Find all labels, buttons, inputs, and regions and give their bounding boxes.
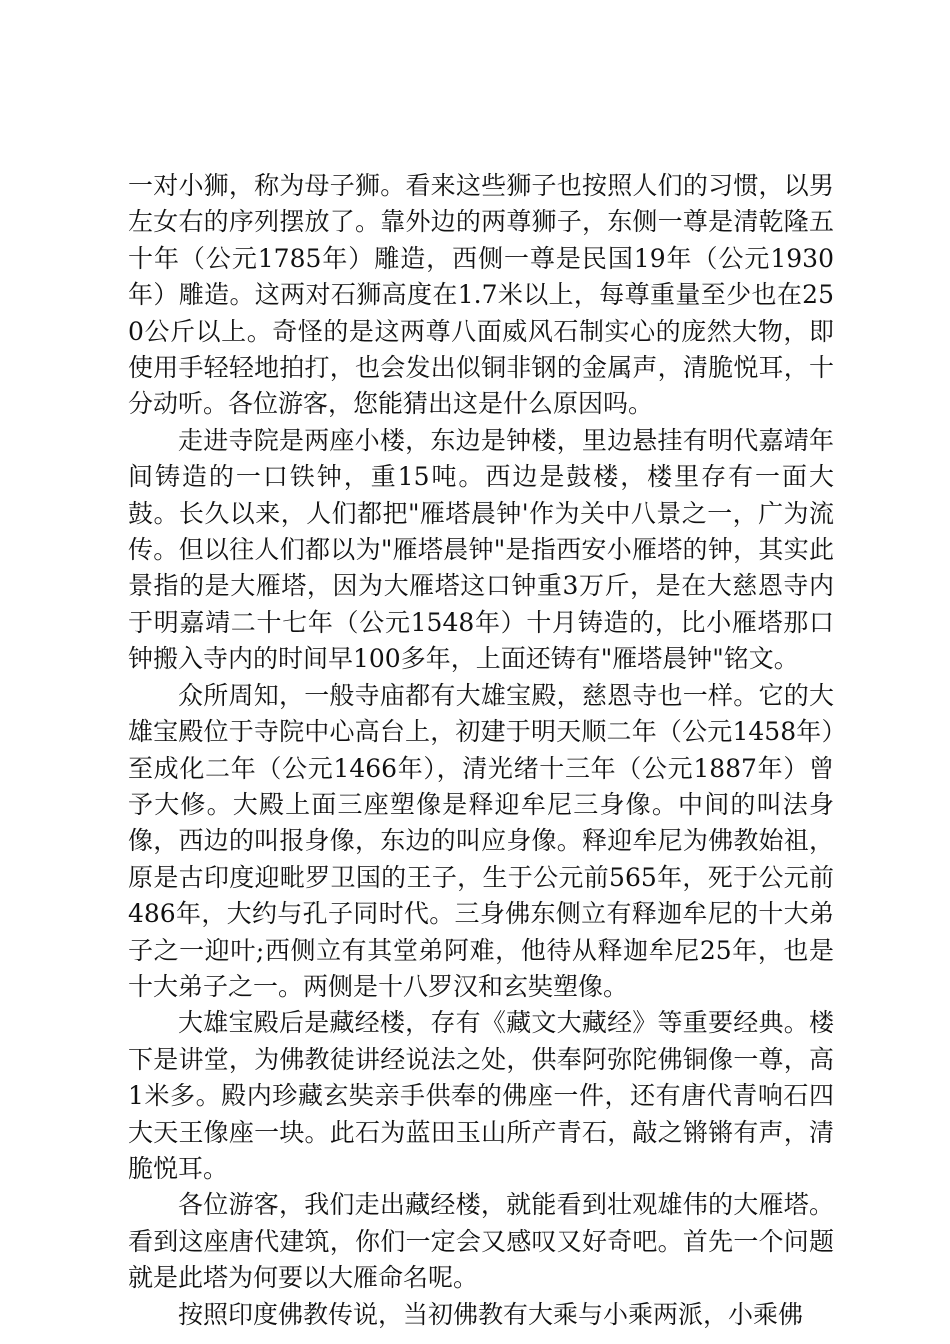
document-body — [128, 168, 834, 1333]
paragraph-main-hall: 众所周知，一般寺庙都有大雄宝殿，慈恩寺也一样。它的大雄宝殿位于寺院中心高台上，初建于明天顺二年（公元1458年）至成化二年（公元1466年），清光绪十三年（公元1887年）曾予大修。大殿上面三座塑像是释迎牟尼三身像。中间的叫法身像，西边的叫报身像，东边的叫应身像。释迎牟尼为佛教始祖，原是古印度迎毗罗卫国的王子，生于公元前565年，死于公元前486年，大约与孔子同时代。三身佛东侧立有释迦牟尼的十大弟子之一迎叶;西侧立有其堂弟阿难，他待从释迦牟尼25年，也是十大弟子之一。两侧是十八罗汉和玄奘塑像。 — [128, 680, 834, 1001]
paragraph-bell-drum-towers: 走进寺院是两座小楼，东边是钟楼，里边悬挂有明代嘉靖年间铸造的一口铁钟，重15吨。西边是鼓楼，楼里存有一面大鼓。长久以来，人们都把"雁塔晨钟'作为关中八景之一，广为流传。但以往人们都以为"雁塔晨钟"是指西安小雁塔的钟，其实此景指的是大雁塔，因为大雁塔这口钟重3万斤，是在大慈恩寺内于明嘉靖二十七年（公元1548年）十月铸造的，比小雁塔那口钟搬入寺内的时间早100多年，上面还铸有"雁塔晨钟"铭文。 — [128, 425, 834, 674]
paragraph-great-goose-pagoda: 各位游客，我们走出藏经楼，就能看到壮观雄伟的大雁塔。看到这座唐代建筑，你们一定会又感叹又好奇吧。首先一个问题就是此塔为何要以大雁命名呢。 — [128, 1190, 834, 1293]
paragraph-continued-lions: 一对小狮，称为母子狮。看来这些狮子也按照人们的习惯，以男左女右的序列摆放了。靠外边的两尊狮子，东侧一尊是清乾隆五十年（公元1785年）雕造，西侧一尊是民国19年（公元1930年）雕造。这两对石狮高度在1.7米以上，每尊重量至少也在250公斤以上。奇怪的是这两尊八面威风石制实心的庞然大物，即使用手轻轻地拍打，也会发出似铜非钢的金属声，清脆悦耳，十分动听。各位游客，您能猜出这是什么原因吗。 — [128, 171, 834, 419]
paragraph-sutra-library: 大雄宝殿后是藏经楼，存有《藏文大藏经》等重要经典。楼下是讲堂，为佛教徒讲经说法之处，供奉阿弥陀佛铜像一尊，高1米多。殿内珍藏玄奘亲手供奉的佛座一件，还有唐代青响石四大天王像座一块。此石为蓝田玉山所产青石，敲之锵锵有声，清脆悦耳。 — [128, 1008, 834, 1183]
paragraph-legend: 按照印度佛教传说，当初佛教有大乘与小乘两派，小乘佛 — [178, 1299, 804, 1329]
